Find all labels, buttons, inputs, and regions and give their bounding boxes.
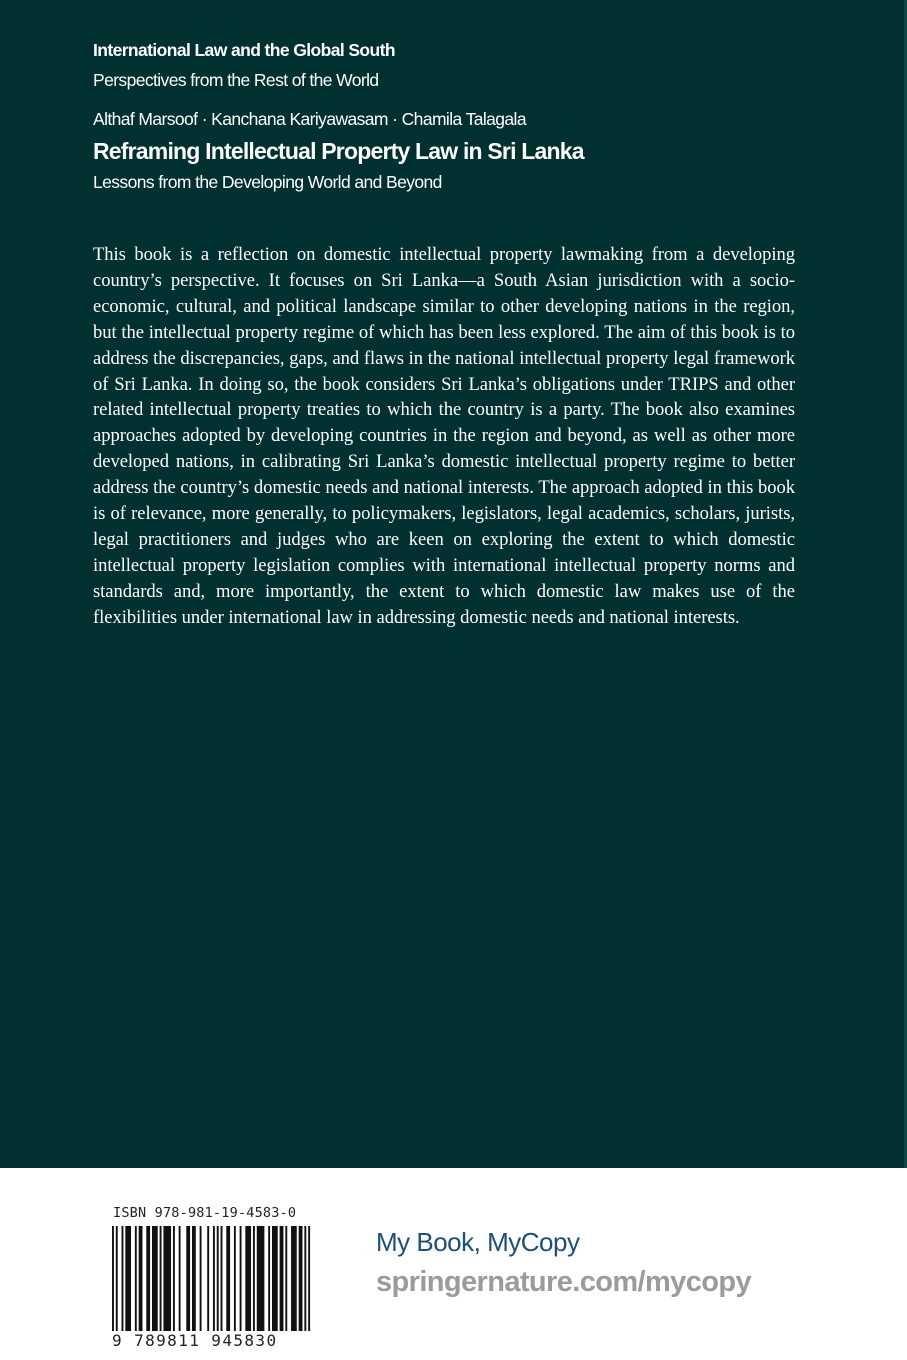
barcode-bar bbox=[245, 1226, 251, 1336]
barcode-bar bbox=[240, 1226, 242, 1336]
barcode-bar bbox=[299, 1226, 303, 1336]
barcode-bar bbox=[280, 1226, 284, 1336]
book-authors: Althaf Marsoof · Kanchana Kariyawasam · Chamila Talagala bbox=[93, 109, 526, 129]
barcode-bar bbox=[160, 1226, 162, 1336]
barcode-bar bbox=[221, 1226, 223, 1336]
barcode-bar bbox=[163, 1226, 171, 1336]
barcode-bar bbox=[152, 1226, 158, 1336]
barcode-bar bbox=[253, 1226, 255, 1336]
barcode-bar bbox=[217, 1226, 219, 1336]
book-title: Reframing Intellectual Property Law in Sri Lanka bbox=[93, 138, 584, 164]
barcode-bar bbox=[207, 1226, 209, 1336]
barcode-bar bbox=[257, 1226, 265, 1336]
barcode-bar bbox=[112, 1226, 114, 1336]
barcode-bar bbox=[146, 1226, 150, 1336]
barcode-bar bbox=[125, 1226, 131, 1336]
barcode-bar bbox=[186, 1226, 190, 1336]
barcode-digits: 9 789811 945830 bbox=[112, 1331, 322, 1350]
book-description: This book is a reflection on domestic intellectual property lawmaking from a developing country’s perspective. It focuses on Sri Lanka—a South Asian jurisdiction with a socio-economic, cultural, and political landscape similar to other developing nations in the region, but the intellectual property regime of which has been less explored. The aim of this book is to address the discrepancies, gaps, and flaws in the national intellectual property legal framework of Sri Lanka. In doing so, the book considers Sri Lanka’s obligations under TRIPS and other related intellectual property treaties to which the country is a party. The book also examines approaches adopted by developing countries in the region and beyond, as well as other more developed nations, in calibrating Sri Lanka’s domestic intellectual property regime to better address the country’s domestic needs and national interests. The approach adopted in this book is of relevance, more generally, to policymakers, legislators, legal academics, scholars, jurists, legal practitioners and judges who are keen on exploring the extent to which domestic intellectual property legislation complies with international intellectual property norms and standards and, more importantly, the extent to which domestic law makes use of the flexibilities under international law in addressing domestic needs and national interests. bbox=[93, 244, 795, 628]
barcode-bar bbox=[200, 1226, 202, 1336]
series-title: International Law and the Global South bbox=[93, 40, 395, 60]
series-subtitle: Perspectives from the Rest of the World bbox=[93, 70, 379, 90]
barcode-bar bbox=[285, 1226, 287, 1336]
barcode-bar bbox=[179, 1226, 181, 1336]
barcode-bar bbox=[173, 1226, 175, 1336]
mycopy-url[interactable]: springernature.com/mycopy bbox=[376, 1266, 751, 1298]
book-subtitle: Lessons from the Developing World and Beyond bbox=[93, 172, 442, 192]
isbn-label: ISBN 978-981-19-4583-0 bbox=[113, 1205, 297, 1221]
barcode-bar bbox=[192, 1226, 196, 1336]
isbn-barcode bbox=[112, 1226, 312, 1336]
barcode-bar bbox=[304, 1226, 306, 1336]
barcode-bar bbox=[226, 1226, 230, 1336]
barcode-bar bbox=[272, 1226, 278, 1336]
barcode-bar bbox=[268, 1226, 270, 1336]
barcode-bar bbox=[213, 1226, 215, 1336]
barcode-bar bbox=[308, 1226, 310, 1336]
barcode-bar bbox=[291, 1226, 297, 1336]
barcode-bar bbox=[139, 1226, 143, 1336]
barcode-bar bbox=[135, 1226, 137, 1336]
mycopy-title: My Book, MyCopy bbox=[376, 1227, 580, 1257]
barcode-bar bbox=[116, 1226, 118, 1336]
barcode-bar bbox=[122, 1226, 124, 1336]
barcode-bar bbox=[234, 1226, 236, 1336]
